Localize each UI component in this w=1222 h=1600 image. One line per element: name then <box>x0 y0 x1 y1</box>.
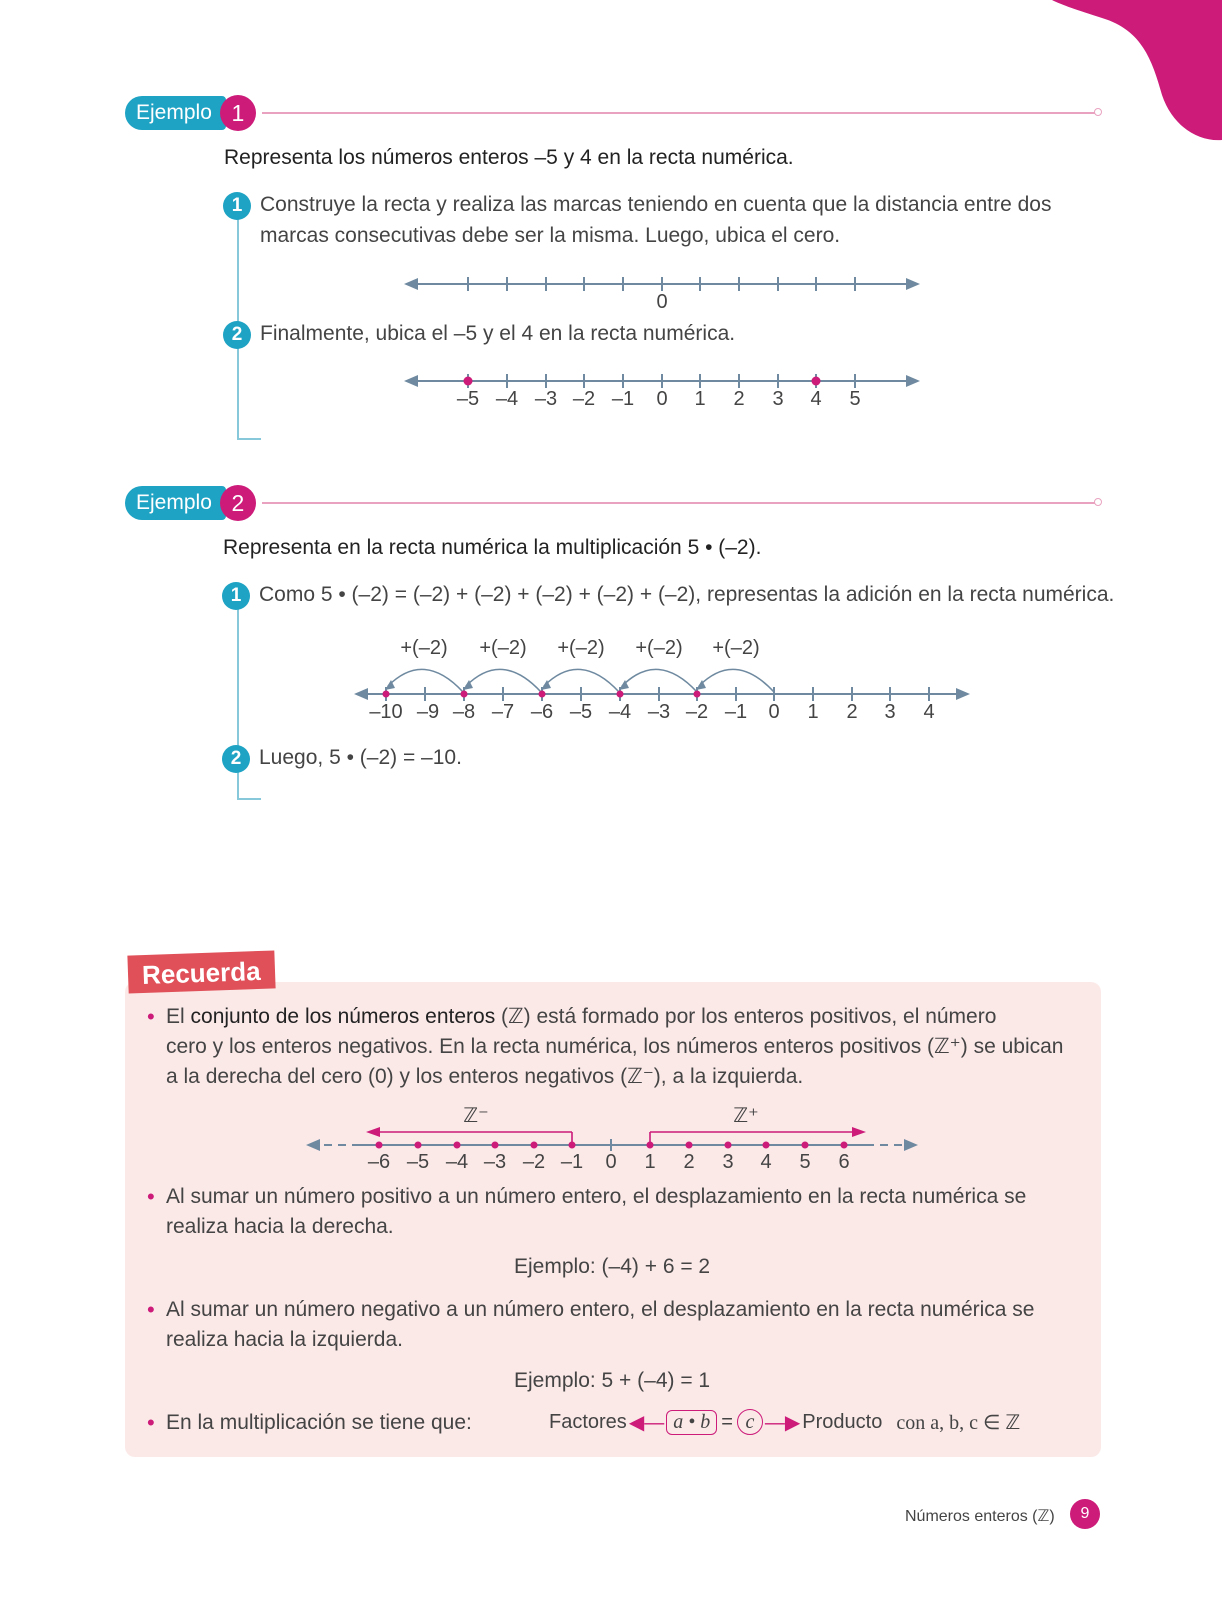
page-number: 9 <box>1070 1499 1100 1529</box>
step-1-number: 1 <box>222 582 250 610</box>
tick-label: 2 <box>733 388 745 410</box>
ejemplo-label: Ejemplo <box>125 486 226 520</box>
z-minus-label: ℤ⁻ <box>463 1105 489 1127</box>
step-2-number: 2 <box>222 745 250 773</box>
section-rule-end <box>1094 498 1102 506</box>
tick-label: –2 <box>522 1151 546 1173</box>
jump-label: +(–2) <box>712 637 760 659</box>
ejemplo-2-statement: Representa en la recta numérica la multiplicación 5 • (–2). <box>223 536 762 559</box>
arrow-right-icon: —▶ <box>764 1411 801 1434</box>
jump-label: +(–2) <box>400 637 448 659</box>
step-1-line-2: marcas consecutivas debe ser la misma. Luego, ubica el cero. <box>260 224 841 247</box>
tick-label: 0 <box>768 701 780 723</box>
recuerda-bullet-3 <box>166 1295 1086 1355</box>
tick-label: –3 <box>483 1151 507 1173</box>
jump-label: +(–2) <box>557 637 605 659</box>
tick-label: 1 <box>644 1151 656 1173</box>
text: El <box>166 1005 191 1028</box>
tick-label: –2 <box>685 701 709 723</box>
text: cero y los enteros negativos. En la recta numérica, los números enteros positivos (ℤ⁺) se ubican <box>166 1035 1064 1058</box>
text: Al sumar un número negativo a un número entero, el desplazamiento en la recta numérica se <box>166 1298 1035 1321</box>
tick-label: –4 <box>445 1151 469 1173</box>
tick-label: –2 <box>572 388 596 410</box>
multiplication-diagram <box>549 1409 1020 1435</box>
arc-arrowheads <box>385 680 706 690</box>
zero-label: 0 <box>656 291 668 313</box>
bullet: • <box>147 1297 155 1322</box>
ejemplo-2-badge <box>125 486 256 520</box>
tick-label: –10 <box>369 701 403 723</box>
corner-decoration <box>1022 0 1222 145</box>
multiplication-number-line <box>350 630 980 730</box>
ejemplo-1-statement: Representa los números enteros –5 y 4 en la recta numérica. <box>224 146 794 169</box>
tick-label: 0 <box>656 388 668 410</box>
ejemplo-number: 2 <box>220 485 256 521</box>
bullet: • <box>147 1004 155 1029</box>
number-line-1 <box>400 268 930 318</box>
text: realiza hacia la derecha. <box>166 1215 394 1238</box>
tick-label: 1 <box>807 701 819 723</box>
equals-sign: = <box>721 1410 733 1433</box>
step-1-text: Como 5 • (–2) = (–2) + (–2) + (–2) + (–2) + (–2), representas la adición en la recta numérica. <box>259 583 1115 606</box>
point-minus-5 <box>464 377 473 386</box>
footer-title: Números enteros (ℤ) <box>905 1508 1055 1525</box>
tick-label: –3 <box>534 388 558 410</box>
text: realiza hacia la izquierda. <box>166 1328 403 1351</box>
example-negative: Ejemplo: 5 + (–4) = 1 <box>514 1369 711 1392</box>
factors-box: a • b <box>666 1410 717 1435</box>
tick-labels <box>369 701 934 723</box>
step-2-text: Finalmente, ubica el –5 y el 4 en la recta numérica. <box>260 322 736 345</box>
number-line-2 <box>400 365 930 415</box>
ejemplo-number: 1 <box>220 95 256 131</box>
section-rule <box>262 502 1096 504</box>
recuerda-bullet-2 <box>166 1182 1086 1242</box>
tick-label: –1 <box>724 701 748 723</box>
section-rule <box>262 112 1096 114</box>
z-plus-label: ℤ⁺ <box>733 1105 759 1127</box>
recuerda-title: Recuerda <box>127 950 275 993</box>
tick-label: –4 <box>608 701 632 723</box>
factores-label: Factores <box>549 1410 627 1433</box>
ejemplo-label: Ejemplo <box>125 96 226 130</box>
tick-label: –7 <box>491 701 515 723</box>
jump-labels <box>400 637 759 659</box>
integers-number-line <box>300 1098 930 1178</box>
tick-label: –9 <box>416 701 440 723</box>
tick-label: –1 <box>611 388 635 410</box>
tick-label: 5 <box>849 388 861 410</box>
step-2-text: Luego, 5 • (–2) = –10. <box>259 746 462 769</box>
tick-label: 3 <box>884 701 896 723</box>
step-2-number: 2 <box>223 321 251 349</box>
tick-label: 3 <box>722 1151 734 1173</box>
example-positive: Ejemplo: (–4) + 6 = 2 <box>514 1255 711 1278</box>
ejemplo-1-badge <box>125 96 256 130</box>
tick-label: 5 <box>799 1151 811 1173</box>
jump-label: +(–2) <box>635 637 683 659</box>
tick-label: 2 <box>846 701 858 723</box>
tick-label: –6 <box>530 701 554 723</box>
text: a la derecha del cero (0) y los enteros negativos (ℤ⁻), a la izquierda. <box>166 1065 804 1088</box>
producto-label: Producto <box>802 1410 883 1433</box>
tick-label: –5 <box>406 1151 430 1173</box>
tick-label: –5 <box>456 388 480 410</box>
tick-label: 4 <box>810 388 822 410</box>
tick-label: –6 <box>367 1151 391 1173</box>
highlight-term: conjunto de los números enteros <box>190 1005 496 1028</box>
recuerda-bullet-4: En la multiplicación se tiene que: <box>166 1411 472 1434</box>
tick-label: 0 <box>605 1151 617 1173</box>
text: (ℤ) está formado por los enteros positivos, el número <box>495 1005 997 1028</box>
tick-label: 3 <box>772 388 784 410</box>
tick-label: –8 <box>452 701 476 723</box>
domain-condition: con a, b, c ∈ ℤ <box>896 1411 1021 1434</box>
tick-label: –3 <box>647 701 671 723</box>
bullet: • <box>147 1410 155 1435</box>
step-1-text <box>260 189 1051 251</box>
tick-label: 2 <box>683 1151 695 1173</box>
tick-label: –1 <box>560 1151 584 1173</box>
tick-label: 4 <box>760 1151 772 1173</box>
tick-label: –5 <box>569 701 593 723</box>
step-1-number: 1 <box>223 192 251 220</box>
tick-label: 6 <box>838 1151 850 1173</box>
arrow-left-icon: ◀— <box>628 1411 665 1434</box>
tick-label: –4 <box>495 388 519 410</box>
section-rule-end <box>1094 108 1102 116</box>
point-4 <box>812 377 821 386</box>
bullet: • <box>147 1184 155 1209</box>
jump-label: +(–2) <box>479 637 527 659</box>
step-1-line-1: Construye la recta y realiza las marcas teniendo en cuenta que la distancia entre dos <box>260 193 1052 216</box>
recuerda-bullet-1 <box>166 1002 1086 1092</box>
text: Al sumar un número positivo a un número entero, el desplazamiento en la recta numérica se <box>166 1185 1027 1208</box>
tick-label: 4 <box>923 701 935 723</box>
tick-labels <box>457 388 861 410</box>
product-circle: c <box>737 1409 763 1435</box>
tick-label: 1 <box>694 388 706 410</box>
tick-labels <box>368 1151 850 1173</box>
